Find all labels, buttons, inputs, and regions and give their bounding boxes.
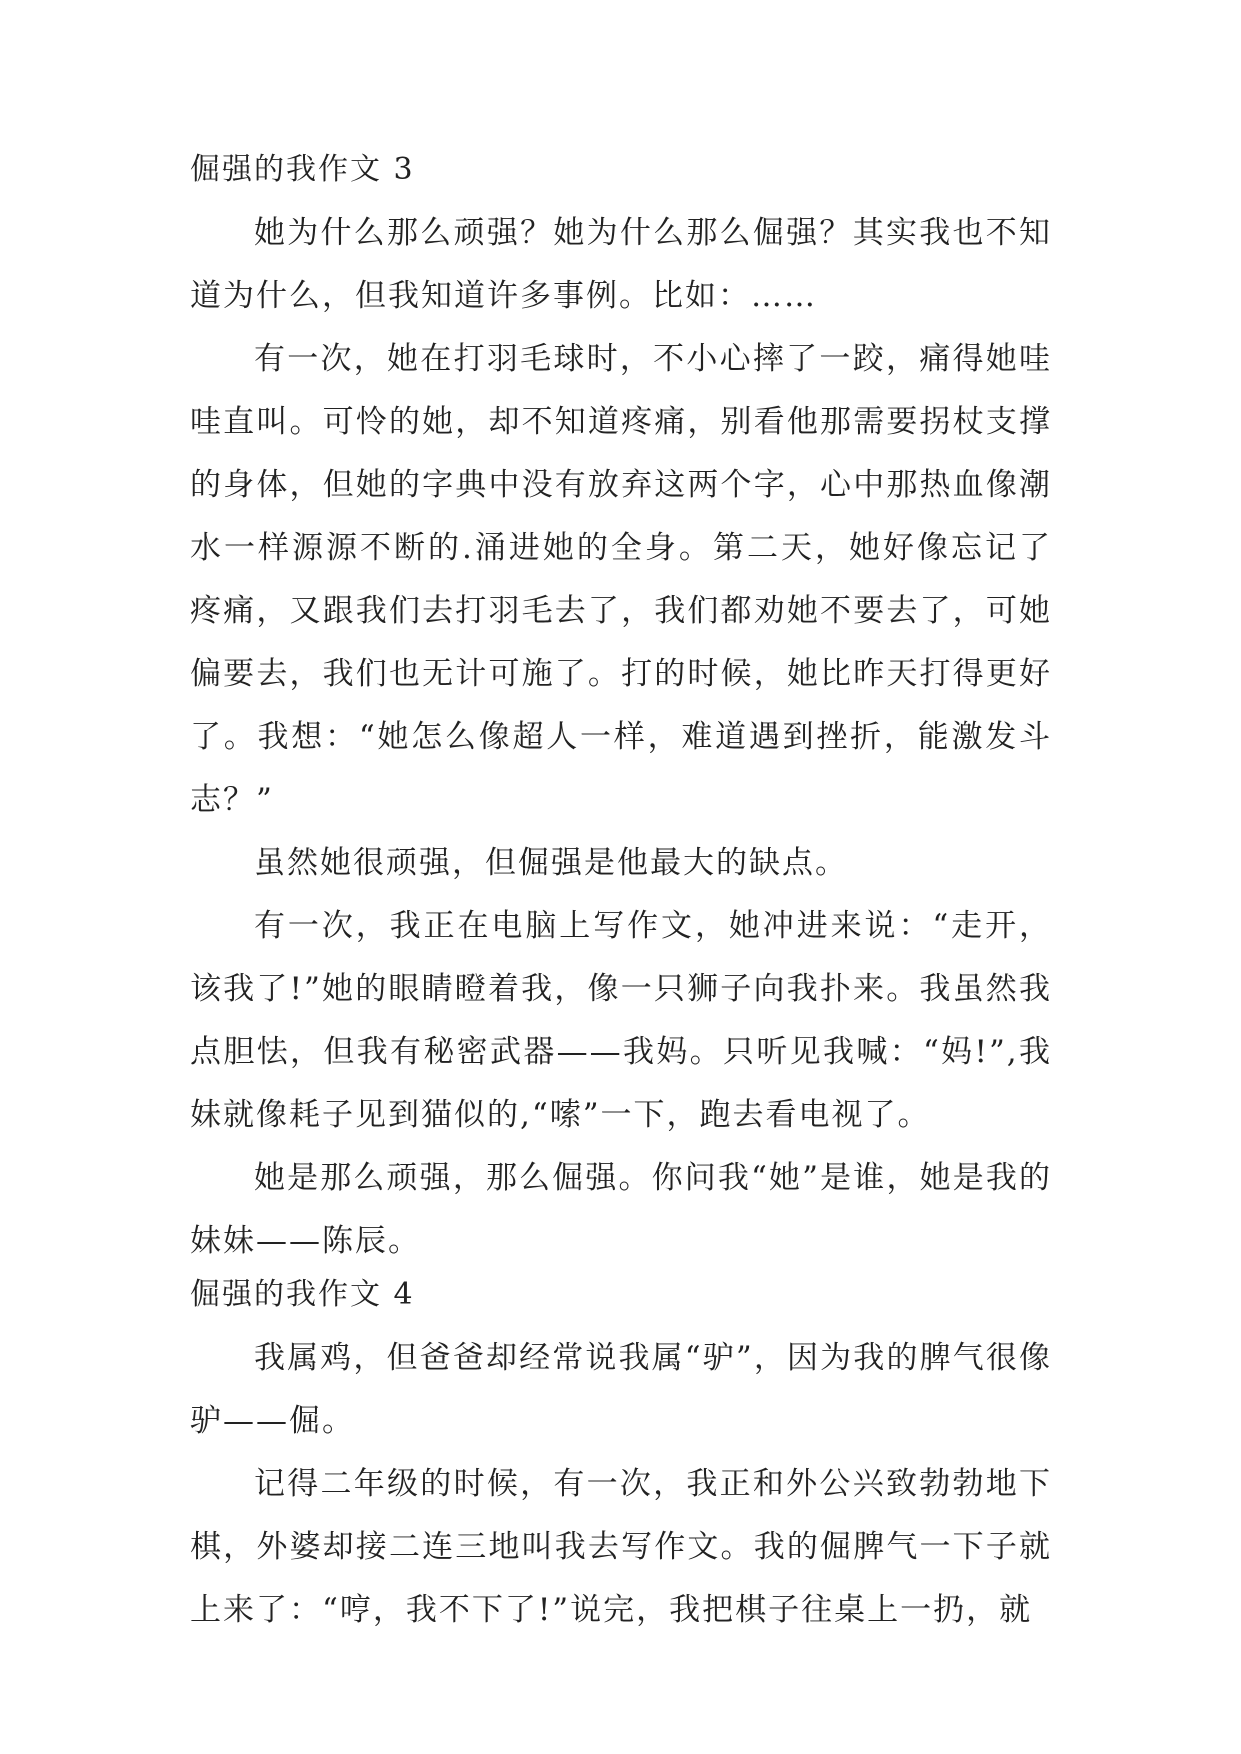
paragraph-1: 她为什么那么顽强？她为什么那么倔强？其实我也不知道为什么，但我知道许多事例。比如：…… bbox=[190, 215, 1052, 314]
paragraph-4: 有一次，我正在电脑上写作文，她冲进来说：“走开，该我了!”她的眼睛瞪着我，像一只狮子向我扑来。我虽然我点胆怯，但我有秘密武器——我妈。只听见我喊：“妈!”,我妹就像耗子见到猫似的,“嗦”一下，跑去看电视了。 bbox=[190, 908, 1052, 1133]
paragraph-2: 有一次，她在打羽毛球时，不小心摔了一跤，痛得她哇哇直叫。可怜的她，却不知道疼痛，别看他那需要拐杖支撑的身体，但她的字典中没有放弃这两个字，心中那热血像潮水一样源源不断的.涌进她的全身。第二天，她好像忘记了疼痛，又跟我们去打羽毛去了，我们都劝她不要去了，可她偏要去，我们也无计可施了。打的时候，她比昨天打得更好了。我想：“她怎么像超人一样，难道遇到挫折，能激发斗志？” bbox=[190, 341, 1052, 818]
paragraph-6: 我属鸡，但爸爸却经常说我属“驴”，因为我的脾气很像驴——倔。 bbox=[190, 1340, 1052, 1439]
section-title-3: 倔强的我作文 3 bbox=[190, 152, 415, 187]
paragraph-7: 记得二年级的时候，有一次，我正和外公兴致勃勃地下棋，外婆却接二连三地叫我去写作文。我的倔脾气一下子就上来了：“哼，我不下了!”说完，我把棋子往桌上一扔，就 bbox=[190, 1466, 1052, 1628]
paragraph-3: 虽然她很顽强，但倔强是他最大的缺点。 bbox=[254, 845, 848, 881]
section-title-4: 倔强的我作文 4 bbox=[190, 1277, 415, 1312]
document-page bbox=[190, 148, 1052, 1642]
paragraph-5: 她是那么顽强，那么倔强。你问我“她”是谁，她是我的妹妹——陈辰。 bbox=[190, 1160, 1052, 1259]
